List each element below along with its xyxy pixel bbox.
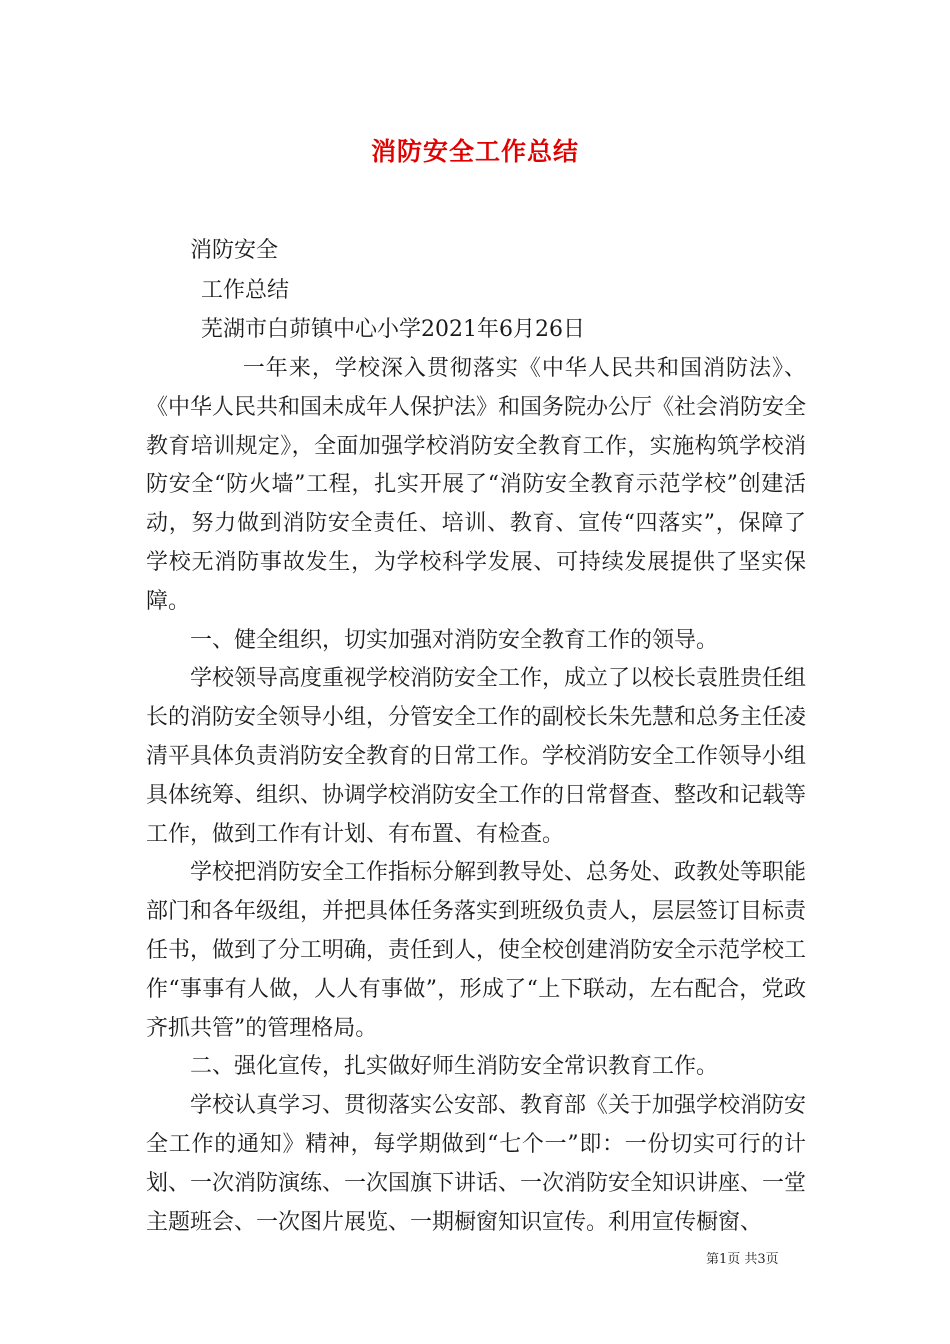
paragraph-responsibility: 学校把消防安全工作指标分解到教导处、总务处、政教处等职能部门和各年级组，并把具体任务落实到班级负责人，层层签订目标责任书，做到了分工明确，责任到人，使全校创建消防安全示范学校工作“事事有人做，人人有事做”，形成了“上下联动，左右配合，党政齐抓共管”的管理格局。 xyxy=(146,860,807,1041)
paragraph-organization: 学校领导高度重视学校消防安全工作，成立了以校长袁胜贵任组长的消防安全领导小组，分管安全工作的副校长朱先慧和总务主任凌清平具体负责消防安全教育的日常工作。学校消防安全工作领导小组具体统筹、组织、协调学校消防安全工作的日常督查、整改和记载等工作，做到工作有计划、有布置、有检查。 xyxy=(146,666,807,847)
page-number: 第1页 共3页 xyxy=(706,1252,779,1267)
document-title: 消防安全工作总结 xyxy=(370,137,579,166)
section-heading-2: 二、强化宣传，扎实做好师生消防安全常识教育工作。 xyxy=(190,1054,719,1080)
paragraph-publicity: 学校认真学习、贯彻落实公安部、教育部《关于加强学校消防安全工作的通知》精神，每学期做到“七个一”即：一份切实可行的计划、一次消防演练、一次国旗下讲话、一次消防安全知识讲座、一堂主题班会、一次图片展览、一期橱窗知识宣传。利用宣传橱窗、 xyxy=(146,1093,807,1235)
heading-line-2: 工作总结 xyxy=(201,278,290,303)
heading-line-1: 消防安全 xyxy=(190,238,279,263)
school-date-line: 芜湖市白茆镇中心小学2021年6月26日 xyxy=(201,317,585,342)
body-text xyxy=(146,350,806,1242)
section-heading-1: 一、健全组织，切实加强对消防安全教育工作的领导。 xyxy=(190,627,719,653)
paragraph-intro: 一年来，学校深入贯彻落实《中华人民共和国消防法》、《中华人民共和国未成年人保护法》和国务院办公厅《社会消防安全教育培训规定》，全面加强学校消防安全教育工作，实施构筑学校消防安全“防火墙”工程，扎实开展了“消防安全教育示范学校”创建活动，努力做到消防安全责任、培训、教育、宣传“四落实”，保障了学校无消防事故发生，为学校科学发展、可持续发展提供了坚实保障。 xyxy=(146,356,807,614)
